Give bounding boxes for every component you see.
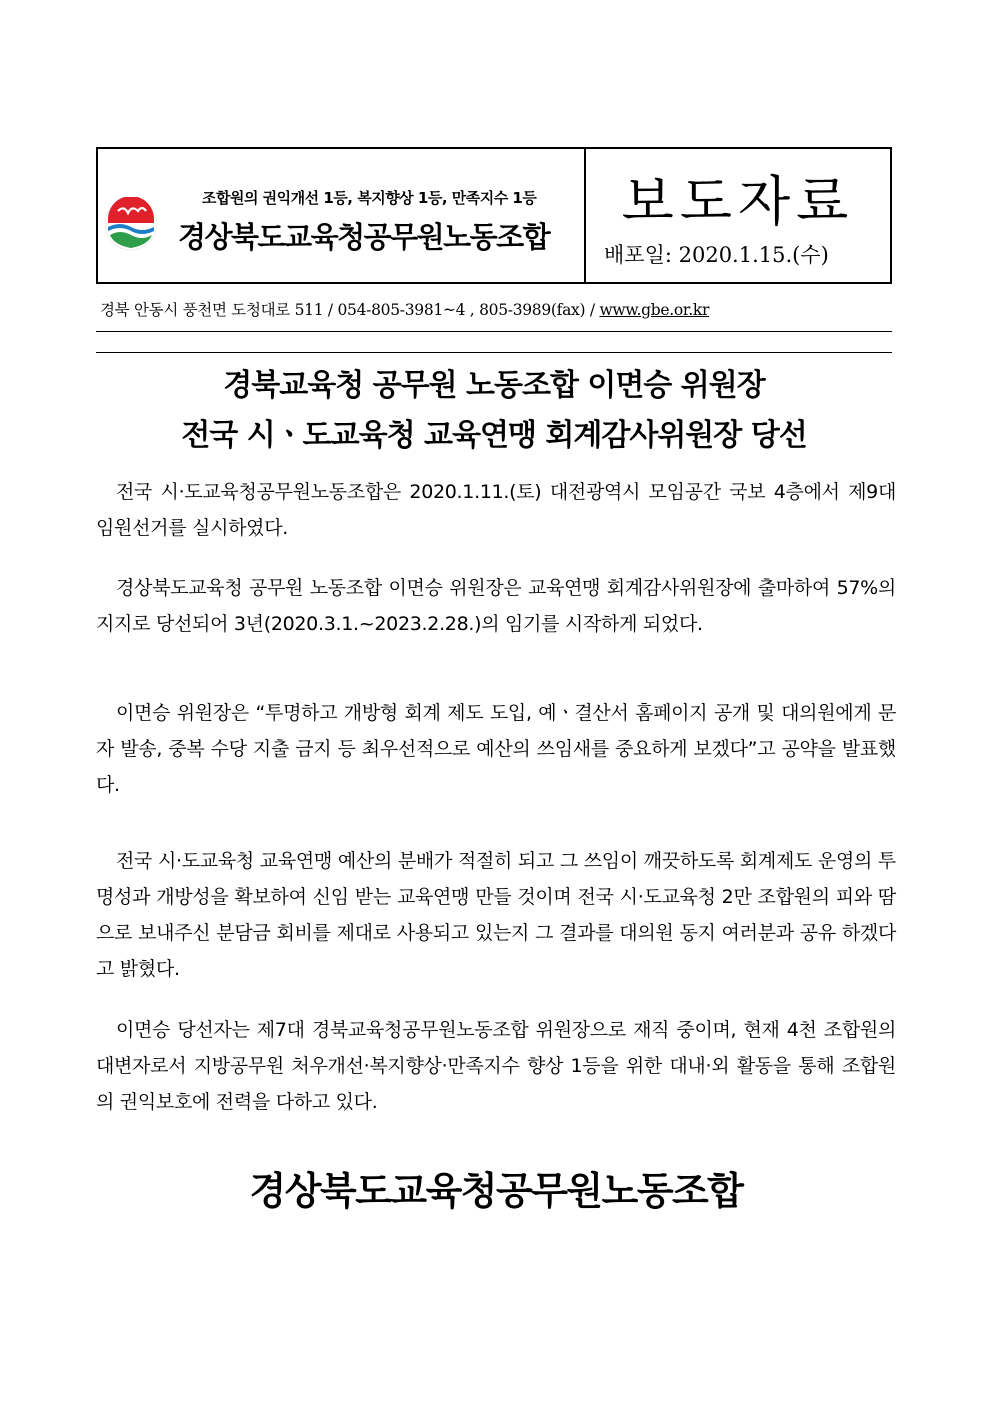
divider-top [96, 331, 892, 332]
press-header-box [96, 147, 892, 284]
contact-address [100, 298, 709, 320]
body-paragraph-3: 이면승 위원장은 “투명하고 개방형 회계 제도 도입, 예ㆍ결산서 홈페이지 공개 및 대의원에게 문자 발송, 중복 수당 지출 금지 등 최우선적으로 예산의 쓰임새를 중요하게 보겠다”고 공약을 발표했다. [96, 702, 896, 796]
union-info-panel [98, 149, 586, 282]
union-logo-icon [104, 197, 158, 251]
headline-line-2: 전국 시ㆍ도교육청 교육연맹 회계감사위원장 당선 [181, 418, 807, 453]
release-date: 배포일: 2020.1.15.(수) [604, 243, 829, 267]
body-paragraph-1: 전국 시·도교육청공무원노동조합은 2020.1.11.(토) 대전광역시 모임공간 국보 4층에서 제9대 임원선거를 실시하였다. [96, 481, 896, 539]
headline-line-1: 경북교육청 공무원 노동조합 이면승 위원장 [223, 368, 765, 403]
website-link[interactable]: www.gbe.or.kr [599, 301, 710, 319]
body-paragraph-4: 전국 시·도교육청 교육연맹 예산의 분배가 적절히 되고 그 쓰임이 깨끗하도록 회계제도 운영의 투명성과 개방성을 확보하여 신임 받는 교육연맹 만들 것이며 전국 시·도교육청 2만 조합원의 피와 땀으로 보내주신 분담금 회비를 제대로 사용되고 있는지 그 결과를 대의원 동지 여러분과 공유 하겠다고 밝혔다. [96, 850, 896, 980]
press-release-panel [586, 149, 890, 282]
union-name: 경상북도교육청공무원노동조합 [178, 220, 550, 254]
press-release-title: 보도자료 [621, 170, 855, 233]
body-paragraph-5: 이면승 당선자는 제7대 경북교육청공무원노동조합 위원장으로 재직 중이며, 현재 4천 조합원의 대변자로서 지방공무원 처우개선·복지향상·만족지수 향상 1등을 위한 대내·외 활동을 통해 조합원의 권익보호에 전력을 다하고 있다. [96, 1019, 896, 1113]
body-paragraph-2: 경상북도교육청 공무원 노동조합 이면승 위원장은 교육연맹 회계감사위원장에 출마하여 57%의 지지로 당선되어 3년(2020.3.1.~2023.2.28.)의 임기를 시작하게 되었다. [96, 577, 896, 635]
union-slogan: 조합원의 권익개선 1등, 복지향상 1등, 만족지수 1등 [202, 189, 537, 207]
address-text: 경북 안동시 풍천면 도청대로 511 / 054-805-3981~4 , 805-3989(fax) / [100, 301, 600, 319]
footer-union-name: 경상북도교육청공무원노동조합 [249, 1169, 743, 1213]
divider-bottom [96, 352, 892, 353]
